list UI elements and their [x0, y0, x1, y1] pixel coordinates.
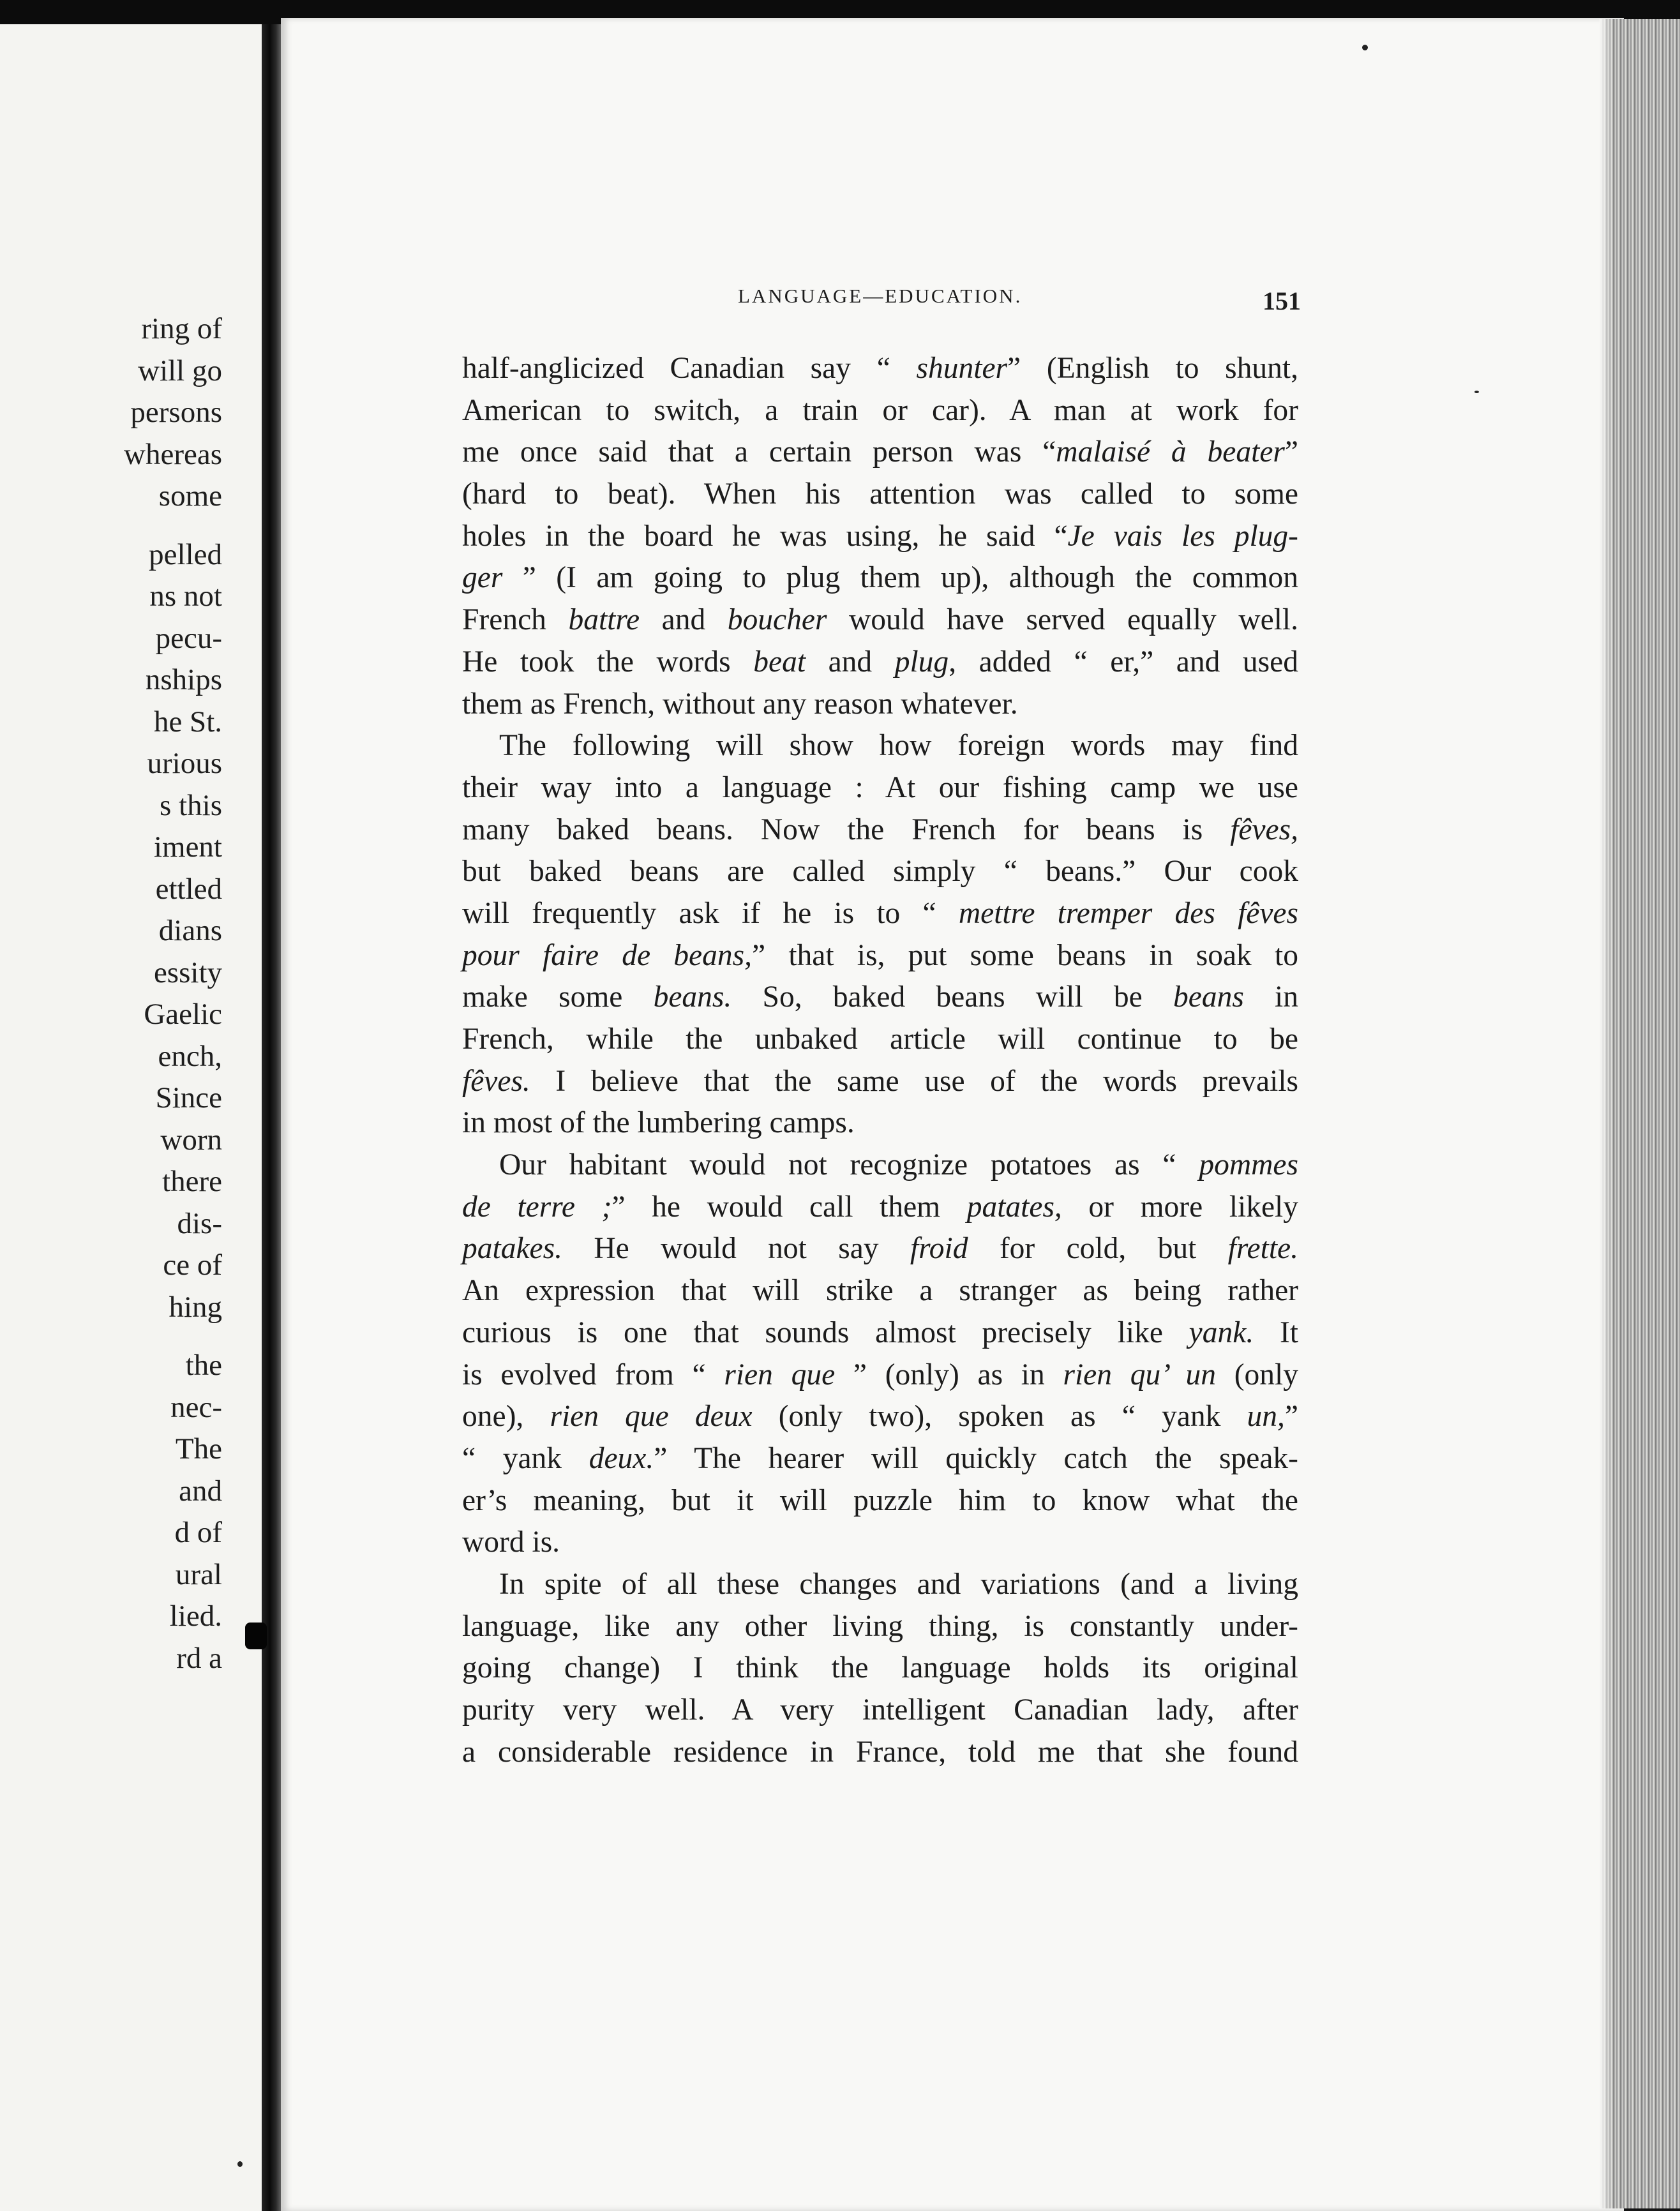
- italic-word: rien que: [724, 1358, 836, 1391]
- text-run: ” The hearer will quickly catch the speak-: [654, 1441, 1298, 1475]
- text-run: one),: [462, 1400, 550, 1434]
- text-line: [462, 557, 1298, 599]
- text-run: (hard to beat). When his attention was called to some: [462, 477, 1298, 511]
- text-run: I believe that the same use of the words prevails: [530, 1064, 1298, 1098]
- text-run: ”: [1284, 1400, 1298, 1434]
- text-run: (only: [1216, 1358, 1298, 1391]
- left-page-text-fragment: and: [179, 1474, 222, 1508]
- left-page-text-fragment: pecu-: [155, 621, 222, 655]
- binding-mark: [245, 1623, 267, 1649]
- text-run: a considerable residence in France, told me that she found: [462, 1735, 1298, 1769]
- text-line: [462, 1102, 1298, 1144]
- left-page-text-fragment: ns not: [149, 580, 222, 613]
- left-page-text-fragment: rd a: [176, 1641, 222, 1675]
- text-line: [462, 684, 1298, 726]
- italic-word: deux.: [589, 1441, 654, 1475]
- left-page-text-fragment: iment: [153, 830, 222, 864]
- text-run: me once said that a certain person was “: [462, 435, 1056, 469]
- text-line: [462, 431, 1298, 474]
- left-page-text-fragment: whereas: [124, 437, 222, 471]
- page-number: 151: [1263, 287, 1301, 315]
- italic-word: boucher: [727, 603, 827, 637]
- italic-word: Je vais les plug-: [1067, 519, 1298, 553]
- text-run: ”: [1284, 435, 1298, 469]
- text-line: [462, 1019, 1298, 1061]
- text-run: them as French, without any reason whatever.: [462, 687, 1018, 721]
- left-page-text-fragment: Since: [155, 1081, 222, 1114]
- text-run: holes in the board he was using, he said “: [462, 519, 1068, 553]
- text-run: Our habitant would not recognize potatoes as “: [499, 1148, 1199, 1182]
- left-page-text-fragment: Gaelic: [144, 998, 222, 1031]
- left-page-text-fragment: some: [158, 479, 222, 513]
- previous-page-fragment: [0, 24, 267, 2211]
- text-line: [462, 1396, 1298, 1438]
- text-run: ” he would call them: [611, 1190, 967, 1224]
- text-line: [462, 1690, 1298, 1732]
- text-line: [462, 1438, 1298, 1480]
- left-page-text-fragment: The: [175, 1432, 222, 1465]
- text-run: “ yank: [462, 1441, 589, 1475]
- text-line: [462, 599, 1298, 641]
- text-run: and: [806, 645, 895, 678]
- text-line: [462, 767, 1298, 809]
- left-page-text-fragment: urious: [147, 747, 222, 780]
- text-run: in most of the lumbering camps.: [462, 1106, 855, 1140]
- ink-speck: [1362, 45, 1368, 50]
- text-run: or more likely: [1061, 1190, 1298, 1224]
- text-run: going change) I think the language holds its original: [462, 1651, 1298, 1685]
- text-line: [462, 1480, 1298, 1522]
- text-run: ” that is, put some beans in soak to: [751, 938, 1298, 972]
- text-run: The following will show how foreign words may find: [499, 729, 1298, 763]
- italic-word: froid: [910, 1232, 968, 1266]
- italic-word: beans.: [653, 980, 732, 1014]
- text-run: in: [1243, 980, 1299, 1014]
- text-run: He would not say: [562, 1232, 910, 1266]
- italic-word: frette.: [1227, 1232, 1298, 1266]
- text-line: [462, 1732, 1298, 1774]
- italic-word: patakes.: [462, 1232, 562, 1266]
- text-line: [462, 474, 1298, 516]
- book-gutter: [262, 24, 282, 2211]
- left-page-text-fragment: ettled: [155, 872, 222, 906]
- text-run: is evolved from “: [462, 1358, 724, 1391]
- italic-word: rien que deux: [550, 1400, 753, 1434]
- text-line: [462, 809, 1298, 851]
- text-run: It: [1254, 1315, 1298, 1349]
- left-page-text-fragment: he St.: [153, 705, 222, 738]
- italic-word: malaisé à beater: [1056, 435, 1285, 469]
- text-run: but baked beans are called simply “ beans.” Our cook: [462, 855, 1298, 888]
- text-run: and: [640, 603, 728, 637]
- text-run: ” (I am going to plug them up), although the common: [502, 561, 1298, 595]
- left-page-text-fragment: nec-: [170, 1390, 222, 1424]
- ink-speck: [1474, 391, 1479, 393]
- text-line: [462, 851, 1298, 893]
- italic-word: ger: [462, 561, 503, 595]
- italic-word: plug: [894, 645, 949, 678]
- left-page-text-fragment: pelled: [149, 537, 222, 571]
- running-head: LANGUAGE—EDUCATION.: [738, 285, 1023, 307]
- left-page-text-fragment: d of: [174, 1516, 222, 1549]
- left-page-text-fragment: hing: [169, 1290, 222, 1324]
- text-run: In spite of all these changes and variations (and a living: [499, 1567, 1298, 1601]
- text-run: purity very well. A very intelligent Canadian lady, after: [462, 1693, 1298, 1727]
- left-page-text-fragment: ench,: [158, 1039, 222, 1073]
- text-line: [462, 1564, 1298, 1606]
- italic-word: beat: [753, 645, 806, 678]
- text-run: many baked beans. Now the French for beans is: [462, 813, 1231, 846]
- left-page-text-fragment: ce of: [163, 1248, 222, 1282]
- left-page-text-fragment: ring of: [141, 312, 222, 345]
- text-line: [462, 641, 1298, 684]
- italic-word: fêves,: [1230, 813, 1298, 846]
- text-run: make some: [462, 980, 654, 1014]
- text-line: [462, 977, 1298, 1019]
- text-run: So, baked beans will be: [731, 980, 1173, 1014]
- text-line: [462, 1522, 1298, 1564]
- italic-word: shunter: [916, 352, 1008, 385]
- italic-word: pommes: [1199, 1148, 1298, 1182]
- text-line: [462, 893, 1298, 935]
- text-line: [462, 1647, 1298, 1690]
- text-line: [462, 516, 1298, 558]
- text-run: half-anglicized Canadian say “: [462, 352, 917, 385]
- text-line: [462, 935, 1298, 977]
- left-page-text-fragment: nships: [145, 663, 222, 696]
- left-page-text-fragment: essity: [153, 956, 222, 989]
- italic-word: un,: [1247, 1400, 1285, 1434]
- left-page-text-fragment: worn: [160, 1123, 222, 1157]
- left-page-text-fragment: dians: [158, 914, 222, 947]
- italic-word: yank.: [1189, 1315, 1254, 1349]
- text-run: word is.: [462, 1525, 560, 1559]
- italic-word: pour faire de beans,: [462, 938, 752, 972]
- italic-word: beans: [1173, 980, 1244, 1014]
- italic-word: mettre tremper des fêves: [958, 896, 1298, 930]
- left-page-text-fragment: s this: [160, 788, 222, 822]
- text-run: language, like any other living thing, is constantly under-: [462, 1609, 1298, 1643]
- ink-speck: [237, 2161, 243, 2167]
- text-run: their way into a language : At our fishing camp we use: [462, 770, 1298, 804]
- text-run: would have served equally well.: [827, 603, 1298, 637]
- body-text: [462, 348, 1298, 1773]
- text-line: [462, 1187, 1298, 1229]
- left-page-text-fragment: dis-: [177, 1206, 222, 1240]
- italic-word: fêves.: [462, 1064, 530, 1098]
- text-run: ” (English to shunt,: [1007, 352, 1298, 385]
- text-line: [462, 348, 1298, 390]
- italic-word: patates,: [966, 1190, 1062, 1224]
- text-line: [462, 390, 1298, 432]
- text-run: , added “ er,” and used: [949, 645, 1298, 678]
- left-page-text-fragment: there: [162, 1165, 222, 1198]
- text-run: An expression that will strike a stranger as being rather: [462, 1274, 1298, 1308]
- text-run: er’s meaning, but it will puzzle him to know what the: [462, 1483, 1298, 1517]
- text-line: [462, 1228, 1298, 1270]
- left-page-text-fragment: lied.: [169, 1600, 222, 1633]
- text-line: [462, 1270, 1298, 1312]
- text-run: American to switch, a train or car). A man at work for: [462, 393, 1298, 427]
- text-run: French, while the unbaked article will continue to be: [462, 1023, 1298, 1056]
- text-run: will frequently ask if he is to “: [462, 896, 959, 930]
- italic-word: de terre ;: [462, 1190, 612, 1224]
- text-run: ” (only) as in: [835, 1358, 1063, 1391]
- text-run: (only two), spoken as “ yank: [752, 1400, 1247, 1434]
- left-page-text-fragment: will go: [138, 354, 222, 387]
- text-line: [462, 1312, 1298, 1354]
- text-line: [462, 1354, 1298, 1397]
- text-run: French: [462, 603, 569, 637]
- left-page-text-fragment: persons: [130, 396, 222, 429]
- text-line: [462, 1144, 1298, 1187]
- left-page-text-fragment: ural: [175, 1557, 222, 1591]
- left-page-text-fragment: the: [185, 1349, 222, 1382]
- text-run: for cold, but: [968, 1232, 1228, 1266]
- text-line: [462, 1606, 1298, 1648]
- page-edges: [1600, 19, 1680, 2208]
- text-line: [462, 725, 1298, 767]
- italic-word: rien qu’ un: [1063, 1358, 1216, 1391]
- text-run: curious is one that sounds almost precisely like: [462, 1315, 1189, 1349]
- text-line: [462, 1061, 1298, 1103]
- italic-word: battre: [568, 603, 640, 637]
- text-run: He took the words: [462, 645, 754, 678]
